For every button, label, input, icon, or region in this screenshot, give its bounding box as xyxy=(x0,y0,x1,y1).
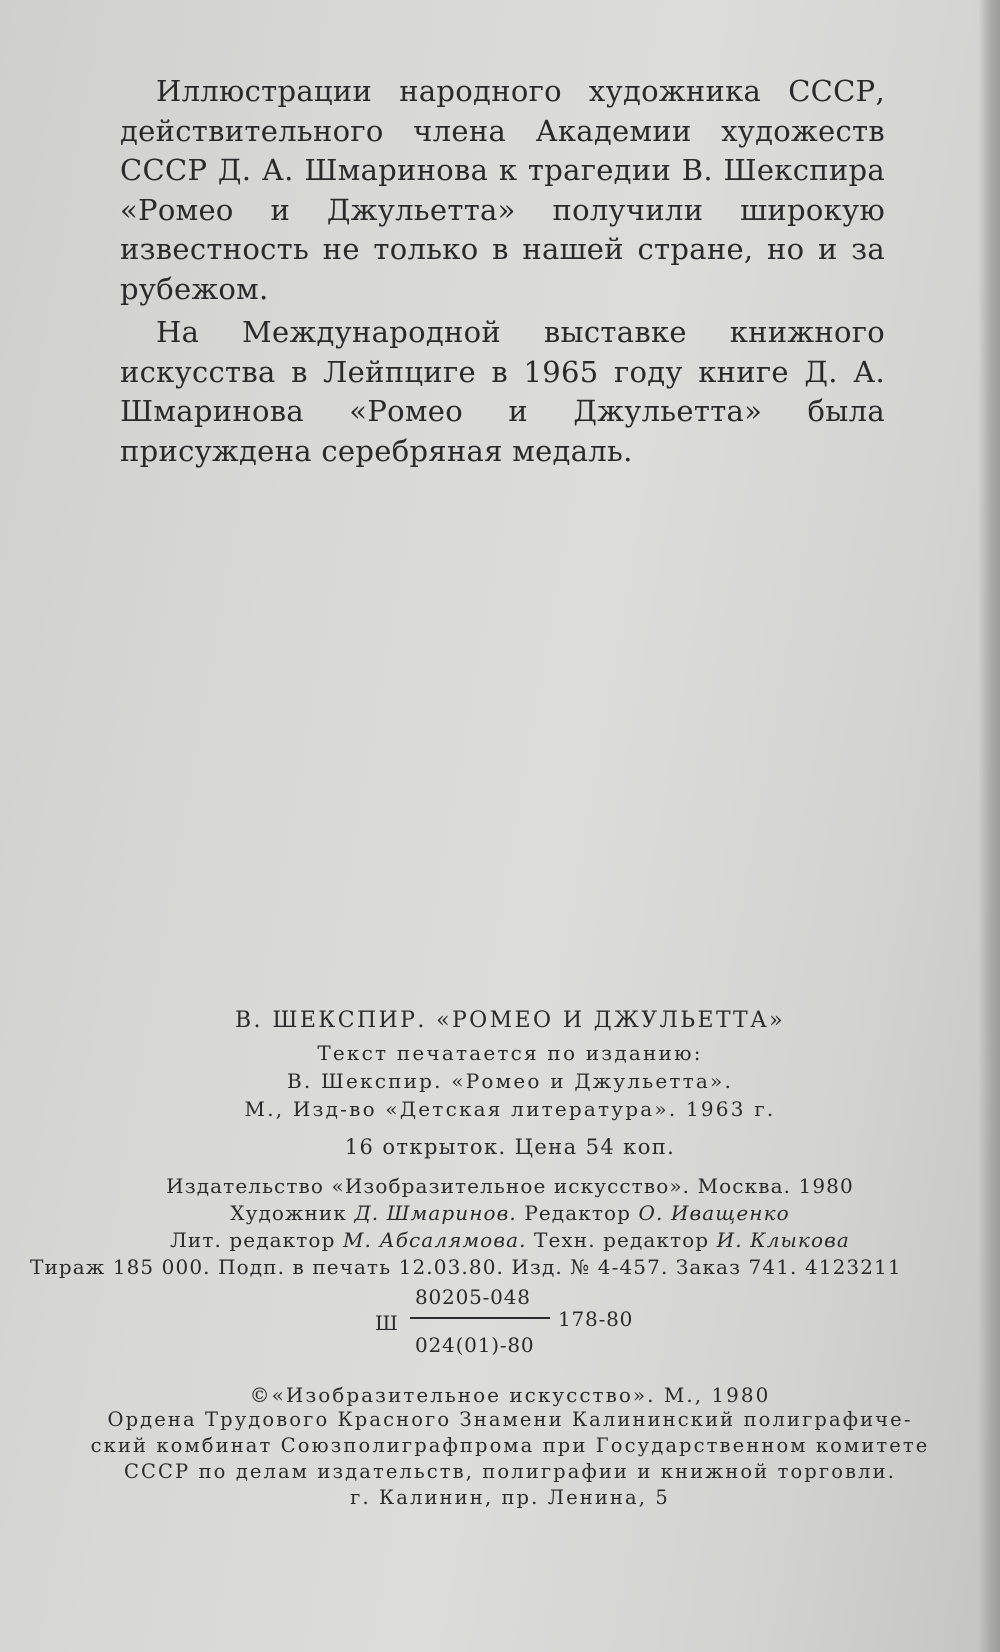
copyright-line: ©«Изобразительное искусство». М., 1980 xyxy=(249,1383,771,1407)
editor-label: Редактор xyxy=(524,1201,632,1225)
imprint-block xyxy=(30,1008,990,1511)
lit-tech-editor-line xyxy=(30,1227,990,1254)
code-numerator: 80205-048 xyxy=(415,1285,531,1309)
artist-label: Художник xyxy=(230,1201,347,1225)
tirage-line: Тираж 185 000. Подп. в печать 12.03.80. Изд. № 4-457. Заказ 741. 4123211 xyxy=(30,1255,902,1279)
publication-details xyxy=(30,1173,990,1281)
lit-editor-name: М. Абсалямова. xyxy=(342,1228,527,1252)
source-line-1: Текст печатается по изданию: xyxy=(317,1041,703,1065)
lit-editor-label: Лит. редактор xyxy=(170,1228,336,1252)
printer-line-2: ский комбинат Союзполиграфпрома при Государственном комитете xyxy=(90,1434,930,1457)
printer-line-3: СССР по делам издательств, полиграфии и книжной торговли. xyxy=(124,1460,896,1483)
price-line: 16 открыток. Цена 54 коп. xyxy=(344,1135,676,1159)
code-suffix: 178-80 xyxy=(558,1307,634,1331)
artist-name: Д. Шмаринов. xyxy=(354,1201,517,1225)
tech-editor-label: Техн. редактор xyxy=(534,1228,710,1252)
source-line-2: В. Шекспир. «Ромео и Джульетта». xyxy=(286,1069,734,1093)
editor-name: О. Иващенко xyxy=(638,1201,790,1225)
imprint-title: В. ШЕКСПИР. «РОМЕО И ДЖУЛЬЕТТА» xyxy=(234,1008,786,1033)
classification-code xyxy=(30,1285,990,1381)
printer-line-1: Ордена Трудового Красного Знамени Калининский полиграфиче- xyxy=(107,1408,913,1431)
annotation-text xyxy=(120,72,885,471)
tech-editor-name: И. Клыкова xyxy=(716,1228,850,1252)
annotation-paragraph-2: На Международной выставке книжного искусства в Лейпциге в 1965 году книге Д. А. Шмаринова «Ромео и Джульетта» была присуждена серебряная медаль. xyxy=(120,315,885,468)
annotation-paragraph-1: Иллюстрации народного художника СССР, действительного члена Академии художеств СССР Д. А. Шмаринова к трагедии В. Шекспира «Ромео и Джульетта» получили широкую известность не только в нашей стране, но и за рубежом. xyxy=(120,74,885,306)
code-denominator: 024(01)-80 xyxy=(415,1333,535,1357)
publisher-line: Издательство «Изобразительное искусство». Москва. 1980 xyxy=(166,1174,854,1198)
code-letter: Ш xyxy=(375,1311,400,1335)
code-fraction-rule xyxy=(410,1317,550,1319)
artist-editor-line xyxy=(30,1200,990,1227)
printer-line-4: г. Калинин, пр. Ленина, 5 xyxy=(350,1486,670,1509)
source-line-3: М., Изд-во «Детская литература». 1963 г. xyxy=(244,1097,776,1121)
printer-info xyxy=(30,1407,990,1511)
